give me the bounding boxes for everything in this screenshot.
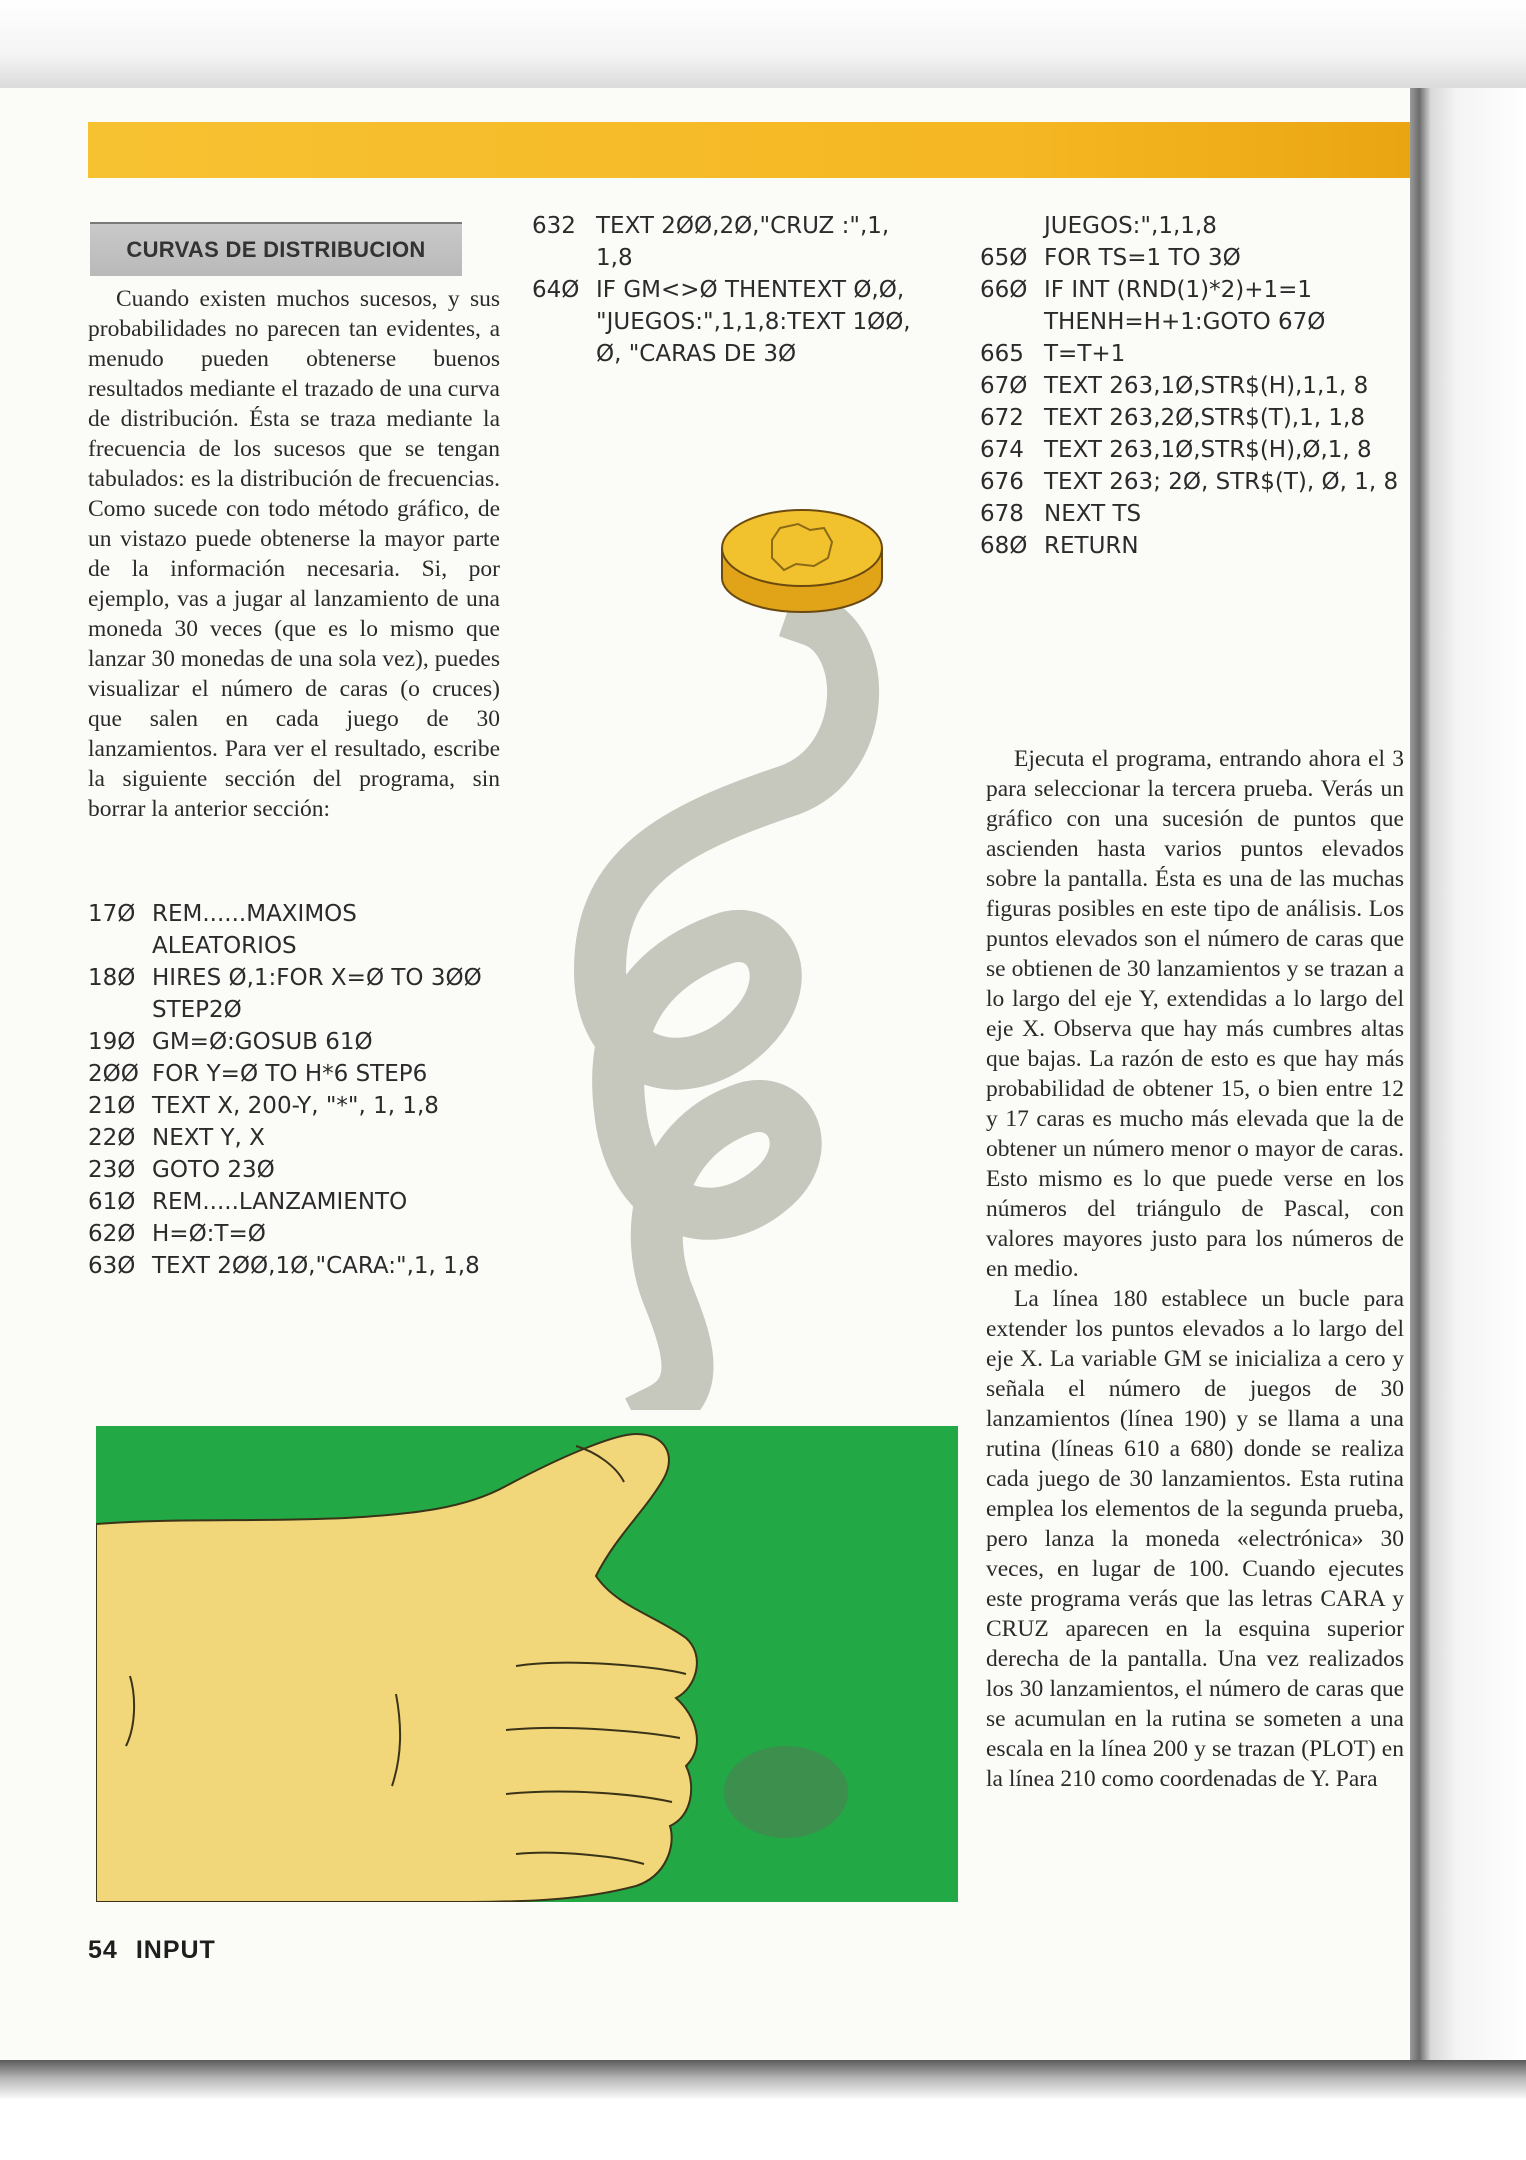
line-number: 64Ø bbox=[532, 277, 580, 303]
page-bottom-edge-shadow bbox=[0, 2060, 1526, 2100]
code-statement: REM.....LANZAMIENTO bbox=[152, 1189, 408, 1215]
line-number: 23Ø bbox=[88, 1157, 136, 1183]
line-number: 672 bbox=[980, 405, 1024, 431]
code-statement: FOR Y=Ø TO H*6 STEP6 bbox=[152, 1061, 428, 1087]
code-line bbox=[980, 402, 1400, 434]
line-number: 632 bbox=[532, 213, 576, 239]
code-statement: TEXT 263,1Ø,STR$(H),1,1, 8 bbox=[1044, 373, 1369, 399]
code-statement: REM......MAXIMOS ALEATORIOS bbox=[152, 901, 365, 959]
scan-top-shadow bbox=[0, 0, 1526, 92]
code-statement: TEXT 263; 2Ø, STR$(T), Ø, 1, 8 bbox=[1044, 469, 1399, 495]
line-number: 68Ø bbox=[980, 533, 1028, 559]
line-number: 2ØØ bbox=[88, 1061, 139, 1087]
code-statement: FOR TS=1 TO 3Ø bbox=[1044, 245, 1241, 271]
shadow-spot bbox=[724, 1746, 848, 1838]
code-line bbox=[88, 1250, 488, 1282]
code-listing-left bbox=[88, 898, 488, 1282]
magazine-name: INPUT bbox=[135, 1936, 216, 1964]
thumb-illustration bbox=[96, 1426, 958, 1902]
header-color-band bbox=[88, 122, 1410, 178]
code-line bbox=[88, 1122, 488, 1154]
coin-icon bbox=[722, 510, 882, 612]
code-statement: RETURN bbox=[1044, 533, 1139, 559]
code-statement: TEXT 2ØØ,1Ø,"CARA:",1, 1,8 bbox=[152, 1253, 480, 1279]
code-line bbox=[980, 242, 1400, 274]
page-footer bbox=[88, 1936, 234, 1965]
code-statement: TEXT 263,2Ø,STR$(T),1, 1,8 bbox=[1044, 405, 1365, 431]
line-number: 22Ø bbox=[88, 1125, 136, 1151]
code-line bbox=[980, 530, 1400, 562]
line-number: 67Ø bbox=[980, 373, 1028, 399]
code-line bbox=[980, 434, 1400, 466]
line-number: 19Ø bbox=[88, 1029, 136, 1055]
code-line bbox=[88, 1218, 488, 1250]
page-right-edge-shadow bbox=[1410, 88, 1526, 2068]
code-listing-right bbox=[980, 210, 1400, 562]
line-number: 674 bbox=[980, 437, 1024, 463]
right-paragraph-1: Ejecuta el programa, entrando ahora el 3 para seleccionar la tercera prueba. Verás un gráfico con una sucesión de puntos que ascienden hasta varios puntos elevados sobre la pantalla. Ésta es una de las muchas figuras posibles en este tipo de análisis. Los puntos elevados son el número de caras que se obtienen de 30 lanzamientos y se trazan a lo largo del eje Y, extendidas a lo largo del eje X. Observa que hay más cumbres altas que bajas. La razón de esto es que hay más probabilidad de obtener 15, o bien entre 12 y 17 caras es mucho más elevada que la de obtener un número menor o mayor de caras. Esto mismo es lo que puede verse en los números del triángulo de Pascal, con valores mayores justo para los números de en medio. bbox=[986, 746, 1404, 1282]
line-number bbox=[980, 210, 1044, 242]
line-number: 665 bbox=[980, 341, 1024, 367]
right-paragraph-2: La línea 180 establece un bucle para extender los puntos elevados a lo largo del eje X. La variable GM se inicializa a cero y señala el número de juegos de 30 lanzamientos (línea 190) y se llama a una rutina (líneas 610 a 680) donde se realiza cada juego de 30 lanzamientos. Esta rutina emplea los elementos de la segunda prueba, pero lanza la moneda «electrónica» 30 veces, en lugar de 100. Cuando ejecutes este programa verás que las letras CARA y CRUZ aparecen en la esquina superior derecha de la pantalla. Una vez realizados los 30 lanzamientos, el número de caras que se acumulan en la rutina se someten a una escala en la línea 200 y se trazan (PLOT) en la línea 210 como coordenadas de Y. Para bbox=[986, 1286, 1404, 1792]
code-line bbox=[88, 962, 488, 1026]
code-line bbox=[980, 338, 1400, 370]
code-statement: GM=Ø:GOSUB 61Ø bbox=[152, 1029, 373, 1055]
code-line bbox=[980, 274, 1400, 338]
code-line bbox=[980, 498, 1400, 530]
code-statement: NEXT TS bbox=[1044, 501, 1142, 527]
page-number: 54 bbox=[88, 1936, 118, 1964]
code-listing-middle bbox=[532, 210, 932, 370]
code-line bbox=[532, 274, 932, 370]
code-statement: T=T+1 bbox=[1044, 341, 1126, 367]
code-line bbox=[88, 898, 488, 962]
line-number: 17Ø bbox=[88, 901, 136, 927]
code-line bbox=[88, 1186, 488, 1218]
code-statement: JUEGOS:",1,1,8 bbox=[1044, 213, 1217, 239]
line-number: 21Ø bbox=[88, 1093, 136, 1119]
code-statement: H=Ø:T=Ø bbox=[152, 1221, 266, 1247]
section-heading: CURVAS DE DISTRIBUCION bbox=[126, 237, 426, 262]
coin-trail-illustration bbox=[540, 470, 960, 1410]
code-line bbox=[88, 1090, 488, 1122]
code-line bbox=[88, 1026, 488, 1058]
line-number: 66Ø bbox=[980, 277, 1028, 303]
code-statement: TEXT X, 200-Y, "*", 1, 1,8 bbox=[152, 1093, 439, 1119]
code-statement: TEXT 2ØØ,2Ø,"CRUZ :",1, 1,8 bbox=[596, 213, 897, 271]
code-line bbox=[88, 1154, 488, 1186]
code-statement: IF GM<>Ø THENTEXT Ø,Ø, "JUEGOS:",1,1,8:TEXT 1ØØ, Ø, "CARAS DE 3Ø bbox=[596, 277, 918, 367]
code-statement: IF INT (RND(1)*2)+1=1 THENH=H+1:GOTO 67Ø bbox=[1044, 277, 1326, 335]
code-statement: TEXT 263,1Ø,STR$(H),Ø,1, 8 bbox=[1044, 437, 1372, 463]
intro-paragraph: Cuando existen muchos sucesos, y sus probabilidades no parecen tan evidentes, a menudo pueden obtenerse buenos resultados mediante el trazado de una curva de distribución. Ésta se traza mediante la frecuencia de los sucesos que se tengan tabulados: es la distribución de frecuencias. Como sucede con todo método gráfico, de un vistazo puede obtenerse la mayor parte de la información necesaria. Si, por ejemplo, vas a jugar al lanzamiento de una moneda 30 veces (que es lo mismo que lanzar 30 monedas de una sola vez), puedes visualizar el número de caras (o cruces) que salen en cada juego de 30 lanzamientos. Para ver el resultado, escribe la siguiente sección del programa, sin borrar la anterior sección: bbox=[88, 286, 500, 822]
line-number: 62Ø bbox=[88, 1221, 136, 1247]
code-statement: HIRES Ø,1:FOR X=Ø TO 3ØØ STEP2Ø bbox=[152, 965, 489, 1023]
line-number: 678 bbox=[980, 501, 1024, 527]
code-line bbox=[980, 210, 1400, 242]
right-text-column bbox=[986, 744, 1404, 1794]
code-statement: NEXT Y, X bbox=[152, 1125, 265, 1151]
code-line bbox=[980, 370, 1400, 402]
line-number: 18Ø bbox=[88, 965, 136, 991]
code-line bbox=[532, 210, 932, 274]
code-line bbox=[980, 466, 1400, 498]
code-line bbox=[88, 1058, 488, 1090]
line-number: 65Ø bbox=[980, 245, 1028, 271]
line-number: 63Ø bbox=[88, 1253, 136, 1279]
line-number: 61Ø bbox=[88, 1189, 136, 1215]
line-number: 676 bbox=[980, 469, 1024, 495]
intro-column bbox=[88, 284, 500, 824]
code-statement: GOTO 23Ø bbox=[152, 1157, 275, 1183]
section-heading-box bbox=[90, 222, 462, 276]
coin-trail-curve bbox=[600, 620, 853, 1410]
